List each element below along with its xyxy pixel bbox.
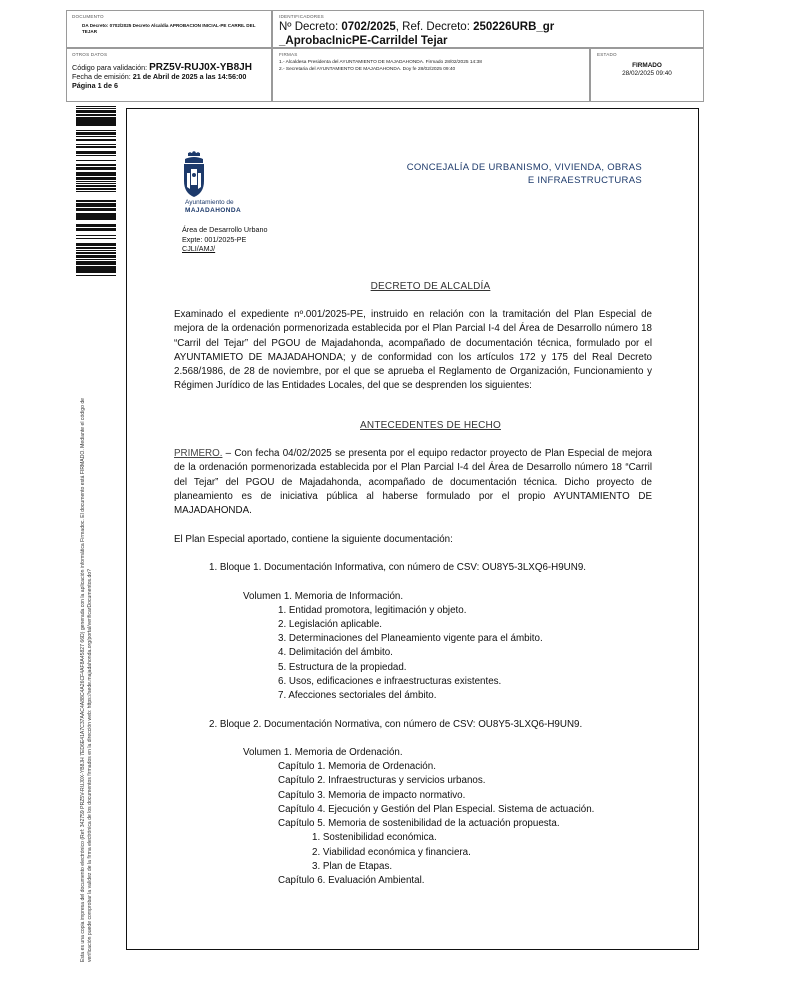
identifiers-box xyxy=(272,10,704,48)
barcode-icon xyxy=(76,106,116,276)
state-label: ESTADO xyxy=(597,52,617,57)
state-date: 28/02/2025 09:40 xyxy=(622,70,672,77)
validation-code[interactable]: PRZ5V-RUJ0X-YB8JH xyxy=(149,62,252,73)
document-box xyxy=(66,10,272,48)
identifiers-label: IDENTIFICADORES xyxy=(279,14,324,19)
list-item: Capítulo 5. Memoria de sostenibilidad de la actuación propuesta. xyxy=(278,818,560,829)
department-line: E INFRAESTRUCTURAS xyxy=(527,175,642,186)
page-info: Página 1 de 6 xyxy=(72,81,118,90)
verification-side-text xyxy=(80,302,93,962)
first-body: – Con fecha 04/02/2025 se presenta por el equipo redactor proyecto de Plan Especial de mejora de la ordenación pormenorizada establecida por el Plan Parcial I-4 del Área de Desarrollo número 18 “Carril del Tejar” del PGOU de Majadahonda, acompañado de documentación técnica. Dicho proyecto de planeamiento es de iniciativa pública al haberse formulado por el propio AYUNTAMIENTO DE MAJADAHONDA. xyxy=(174,448,652,517)
list-item: Capítulo 4. Ejecución y Gestión del Plan Especial. Sistema de actuación. xyxy=(278,804,595,815)
state-box xyxy=(590,48,704,102)
block-1-heading: 1. Bloque 1. Documentación Informativa, con número de CSV: OU8Y5-3LXQ6-H9UN9. xyxy=(209,562,587,573)
decree-prefix: Nº Decreto: xyxy=(279,21,339,33)
first-lead: PRIMERO. xyxy=(174,448,223,459)
document-value: DA Decreto: 0702/2025 Decreto Alcaldía APROBACION INICIAL-PE CARRIL DEL TEJAR xyxy=(82,23,256,34)
list-item: 1. Entidad promotora, legitimación y objeto. xyxy=(278,605,467,616)
plan-intro: El Plan Especial aportado, contiene la siguiente documentación: xyxy=(174,534,453,545)
signature-line: 2.- Secretaria del AYUNTAMIENTO DE MAJADAHONDA. Doy fe 28/02/2025 09:40 xyxy=(279,66,456,72)
list-item: 7. Afecciones sectoriales del ámbito. xyxy=(278,690,437,701)
file-number: Expte: 001/2025-PE xyxy=(182,234,247,244)
first-paragraph xyxy=(174,447,652,518)
emission-row xyxy=(72,72,266,81)
list-item: 2. Legislación aplicable. xyxy=(278,619,383,630)
decree-title: DECRETO DE ALCALDÍA xyxy=(370,281,491,292)
list-item: 5. Estructura de la propiedad. xyxy=(278,662,407,673)
ref-prefix: , Ref. Decreto: xyxy=(395,21,470,33)
section-title: ANTECEDENTES DE HECHO xyxy=(360,420,501,431)
side-text-line[interactable]: verificación puede comprobar la validez de la firma electrónica de los documentos firmados en la dirección web: https://sede.majadahonda.org/portal/verificarDocumentos.do? xyxy=(86,569,93,962)
block-1-volume: Volumen 1. Memoria de Información. xyxy=(243,591,404,602)
list-item: 3. Determinaciones del Planeamiento vigente para el ámbito. xyxy=(278,633,543,644)
department-heading xyxy=(407,161,642,187)
block-2-heading: 2. Bloque 2. Documentación Normativa, con número de CSV: OU8Y5-3LXQ6-H9UN9. xyxy=(209,719,583,730)
initials: CJLI/AMJ/ xyxy=(182,244,216,254)
intro-paragraph: Examinado el expediente nº.001/2025-PE, instruido en relación con la tramitación del Plan Especial de mejora de la ordenación pormenorizada establecida por el Plan Parcial I-4 del Área de Desarrollo número 18 “Carril del Tejar” del PGOU de Majadahonda, acompañado de documentación técnica, formulado por el AYUNTAMIETO DE MAJADAHONDA; y de conformidad con los artículos 172 y 175 del Real Decreto 2.568/1986, de 28 de noviembre, por el que se aprueba el Reglamento de Organización, Funcionamiento y Régimen Jurídico de las Entidades Locales, del que se desprenden los siguientes: xyxy=(174,309,652,392)
signature-line: 1.- Alcaldesa Presidenta del AYUNTAMIENTO DE MAJADAHONDA. Firmado 28/02/2025 14:38 xyxy=(279,60,482,65)
signatures-box xyxy=(272,48,590,102)
validation-row xyxy=(72,63,266,72)
side-text-line: Esta es una copia impresa del documento electrónico (Ref: 342759 PRZ5V-RUJ0X-YB8JH 7ED6E41A7C37AAC4A88C4A26CF4AF8A45827 66D) generada con la aplicación informática Firmadoc. El documento está FIRMADO. Mediante el código de xyxy=(80,397,86,962)
validation-label: Código para validación: xyxy=(72,63,148,72)
council-name: Ayuntamiento de MAJADAHONDA xyxy=(185,199,242,214)
list-item: Capítulo 6. Evaluación Ambiental. xyxy=(278,875,425,886)
other-data-box xyxy=(66,48,272,102)
file-reference xyxy=(182,225,268,254)
state-value: FIRMADO xyxy=(632,62,662,69)
other-data-label: OTROS DATOS xyxy=(72,52,108,57)
department-line: CONCEJALÍA DE URBANISMO, VIVIENDA, OBRAS xyxy=(406,162,642,173)
list-item: Capítulo 1. Memoria de Ordenación. xyxy=(278,761,436,772)
list-item: Capítulo 3. Memoria de impacto normativo. xyxy=(278,790,466,801)
document-page xyxy=(126,108,699,950)
area-name: Área de Desarrollo Urbano xyxy=(182,225,268,234)
list-item: 3. Plan de Etapas. xyxy=(312,861,393,872)
emission-label: Fecha de emisión: xyxy=(72,72,131,81)
document-label: DOCUMENTO xyxy=(72,14,104,19)
list-item: 2. Viabilidad económica y financiera. xyxy=(312,847,471,858)
block-2-volume: Volumen 1. Memoria de Ordenación. xyxy=(243,747,403,758)
emission-date: 21 de Abril de 2025 a las 14:56:00 xyxy=(132,72,247,81)
ref-code-continued: _AprobacInicPE-Carrildel Tejar xyxy=(279,35,448,47)
decree-number: 0702/2025 xyxy=(341,21,396,33)
list-item: Capítulo 2. Infraestructuras y servicios urbanos. xyxy=(278,775,486,786)
signatures-label: FIRMAS xyxy=(279,52,298,57)
list-item: 1. Sostenibilidad económica. xyxy=(312,832,437,843)
list-item: 6. Usos, edificaciones e infraestructuras existentes. xyxy=(278,676,502,687)
coat-of-arms-icon xyxy=(174,151,214,199)
ref-code: 250226URB_gr xyxy=(473,21,555,33)
list-item: 4. Delimitación del ámbito. xyxy=(278,647,393,658)
decree-identifier xyxy=(279,20,697,48)
